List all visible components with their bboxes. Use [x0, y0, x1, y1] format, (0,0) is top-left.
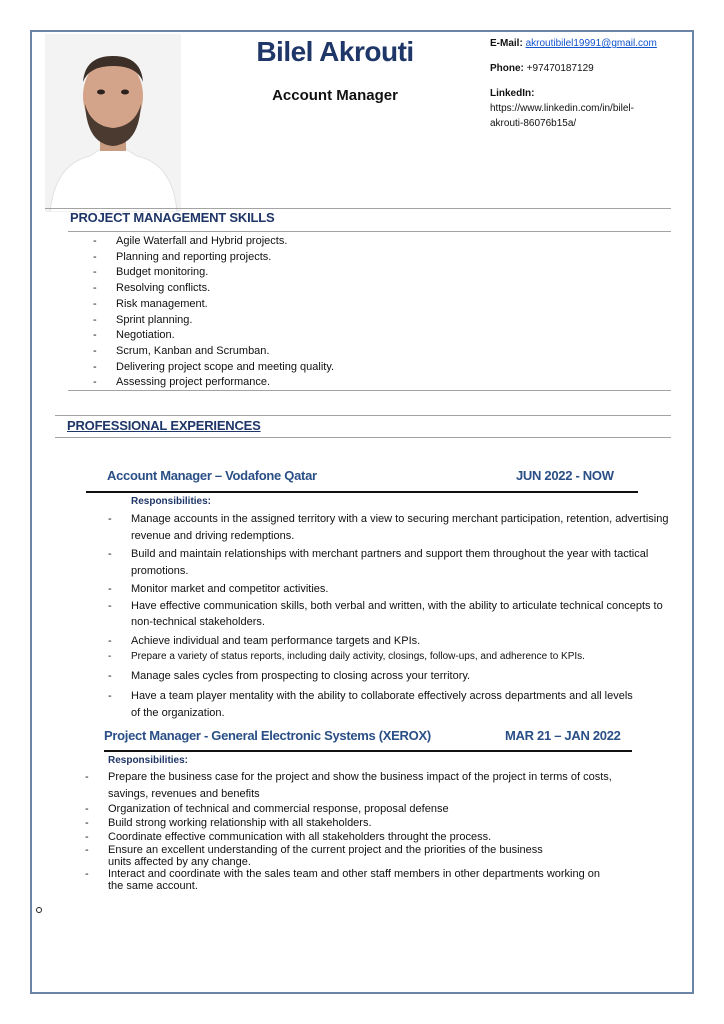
- responsibilities-list: [85, 769, 638, 892]
- job-role: Account Manager: [272, 87, 398, 104]
- list-item: - Build strong working relationship with all stakeholders.: [85, 817, 372, 829]
- linkedin-url-1[interactable]: https://www.linkedin.com/in/bilel-: [490, 103, 634, 114]
- list-item: - Budget monitoring.: [93, 266, 209, 279]
- list-item: - Interact and coordinate with the sales team and other staff members in other departments working on the same account.: [85, 868, 601, 892]
- divider: [45, 208, 671, 209]
- job-title: Account Manager – Vodafone Qatar: [107, 468, 317, 483]
- skills-list: [93, 234, 335, 391]
- list-item: - Resolving conflicts.: [93, 282, 211, 295]
- responsibilities-label: Responsibilities:: [131, 496, 212, 507]
- profile-photo: [45, 34, 181, 212]
- email-label: E-Mail:: [490, 38, 523, 49]
- divider: [68, 231, 671, 232]
- list-item: - Ensure an excellent understanding of the current project and the priorities of the business units affected by any change.: [85, 844, 543, 868]
- person-name: Bilel Akrouti: [256, 36, 414, 67]
- list-item: - Assessing project performance.: [93, 376, 271, 389]
- list-item: - Organization of technical and commercial response, proposal defense: [85, 803, 449, 815]
- list-item: - Negotiation.: [93, 329, 175, 342]
- list-item: - Coordinate effective communication with all stakeholders throught the process.: [85, 831, 492, 843]
- list-item: - Achieve individual and team performance targets and KPIs.: [108, 634, 421, 647]
- list-item: - Manage sales cycles from prospecting to closing across your territory.: [108, 669, 471, 682]
- list-item: - Build and maintain relationships with merchant partners and support them throughout the year with tactical promotions.: [108, 548, 649, 577]
- list-item: - Planning and reporting projects.: [93, 250, 272, 263]
- phone-line: [490, 61, 594, 76]
- list-item: - Delivering project scope and meeting quality.: [93, 360, 335, 373]
- phone-label: Phone:: [490, 63, 524, 74]
- list-item: - Agile Waterfall and Hybrid projects.: [93, 235, 288, 247]
- responsibilities-label: Responsibilities:: [108, 755, 189, 766]
- divider: [68, 390, 671, 391]
- skills-title: PROJECT MANAGEMENT SKILLS: [70, 210, 275, 225]
- phone-number: +97470187129: [526, 63, 594, 74]
- list-item: - Prepare a variety of status reports, including daily activity, closings, follow-ups, and adherence to KPIs.: [108, 651, 585, 662]
- linkedin-block: [490, 86, 634, 131]
- list-item: - Sprint planning.: [93, 313, 193, 326]
- list-item: - Risk management.: [93, 297, 208, 310]
- email-link[interactable]: akroutibilel19991@gmail.com: [525, 38, 657, 49]
- divider: [55, 437, 671, 438]
- list-item: - Scrum, Kanban and Scrumban.: [93, 344, 270, 357]
- stray-bullet-icon: [36, 907, 42, 913]
- job-divider: [86, 491, 638, 493]
- job-divider: [104, 750, 632, 752]
- linkedin-label: LinkedIn:: [490, 88, 535, 99]
- experience-title: PROFESSIONAL EXPERIENCES: [67, 418, 261, 433]
- list-item: - Have a team player mentality with the ability to collaborate effectively across departments and all levels of the organization.: [108, 690, 633, 719]
- job-date: JUN 2022 - NOW: [516, 468, 614, 483]
- linkedin-url-2[interactable]: akrouti-86076b15a/: [490, 118, 577, 129]
- email-line: [490, 36, 657, 51]
- responsibilities-list: [108, 511, 671, 721]
- list-item: - Have effective communication skills, both verbal and written, with the ability to articulate technical concepts to non-technical stakeholders.: [108, 599, 663, 628]
- job-date: MAR 21 – JAN 2022: [505, 728, 621, 743]
- list-item: - Prepare the business case for the project and show the business impact of the project in terms of costs, savings, revenues and benefits: [85, 771, 612, 800]
- divider: [55, 415, 671, 416]
- list-item: - Monitor market and competitor activities.: [108, 583, 329, 595]
- job-title: Project Manager - General Electronic Systems (XEROX): [104, 728, 431, 743]
- list-item: - Manage accounts in the assigned territory with a view to securing merchant participation, retention, advertising revenue and driving redemptions.: [108, 513, 669, 542]
